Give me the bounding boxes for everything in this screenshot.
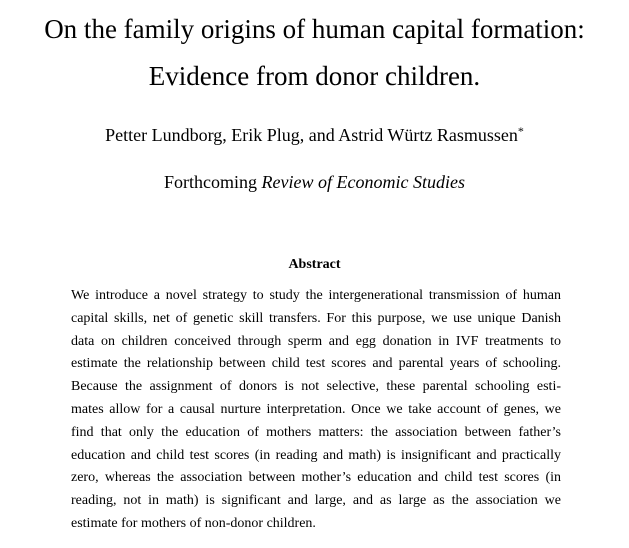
abstract-line: estimate for mothers of non-donor children. — [71, 515, 316, 531]
abstract-heading: Abstract — [288, 257, 341, 272]
abstract-line: zero, whereas the association between mother’s education and child test scores (in — [71, 470, 561, 486]
abstract-body — [71, 285, 561, 536]
abstract-line: capital skills, net of genetic skill transfers. For this purpose, we use unique Danish — [71, 310, 561, 326]
paper-title — [0, 6, 629, 100]
abstract-line: estimate the relationship between child test scores and parental years of schooling. — [71, 356, 561, 372]
abstract-line: education and child test scores (in reading and math) is insignificant and practically — [71, 447, 561, 463]
author-footnote-mark: * — [517, 124, 524, 138]
abstract-line: Because the assignment of donors is not selective, these parental schooling esti- — [71, 379, 561, 395]
title-line-2: Evidence from donor children. — [148, 61, 481, 91]
publication-status — [0, 170, 629, 194]
abstract-line: data on children conceived through sperm and egg donation in IVF treatments to — [71, 333, 561, 349]
abstract-line: We introduce a novel strategy to study the intergenerational transmission of human — [71, 288, 561, 303]
abstract-line: find that only the education of mothers matters: the association between father’s — [71, 424, 561, 440]
title-line-1: On the family origins of human capital formation: — [44, 14, 585, 44]
author-list — [0, 123, 629, 147]
journal-name: Review of Economic Studies — [261, 172, 465, 192]
author-names: Petter Lundborg, Erik Plug, and Astrid Würtz Rasmussen — [105, 125, 518, 145]
abstract-line: mates allow for a causal nurture interpretation. Once we take account of genes, we — [71, 401, 561, 417]
status-prefix: Forthcoming — [164, 172, 258, 192]
abstract-line: reading, not in math) is significant and large, and as large as the association we — [71, 493, 561, 509]
